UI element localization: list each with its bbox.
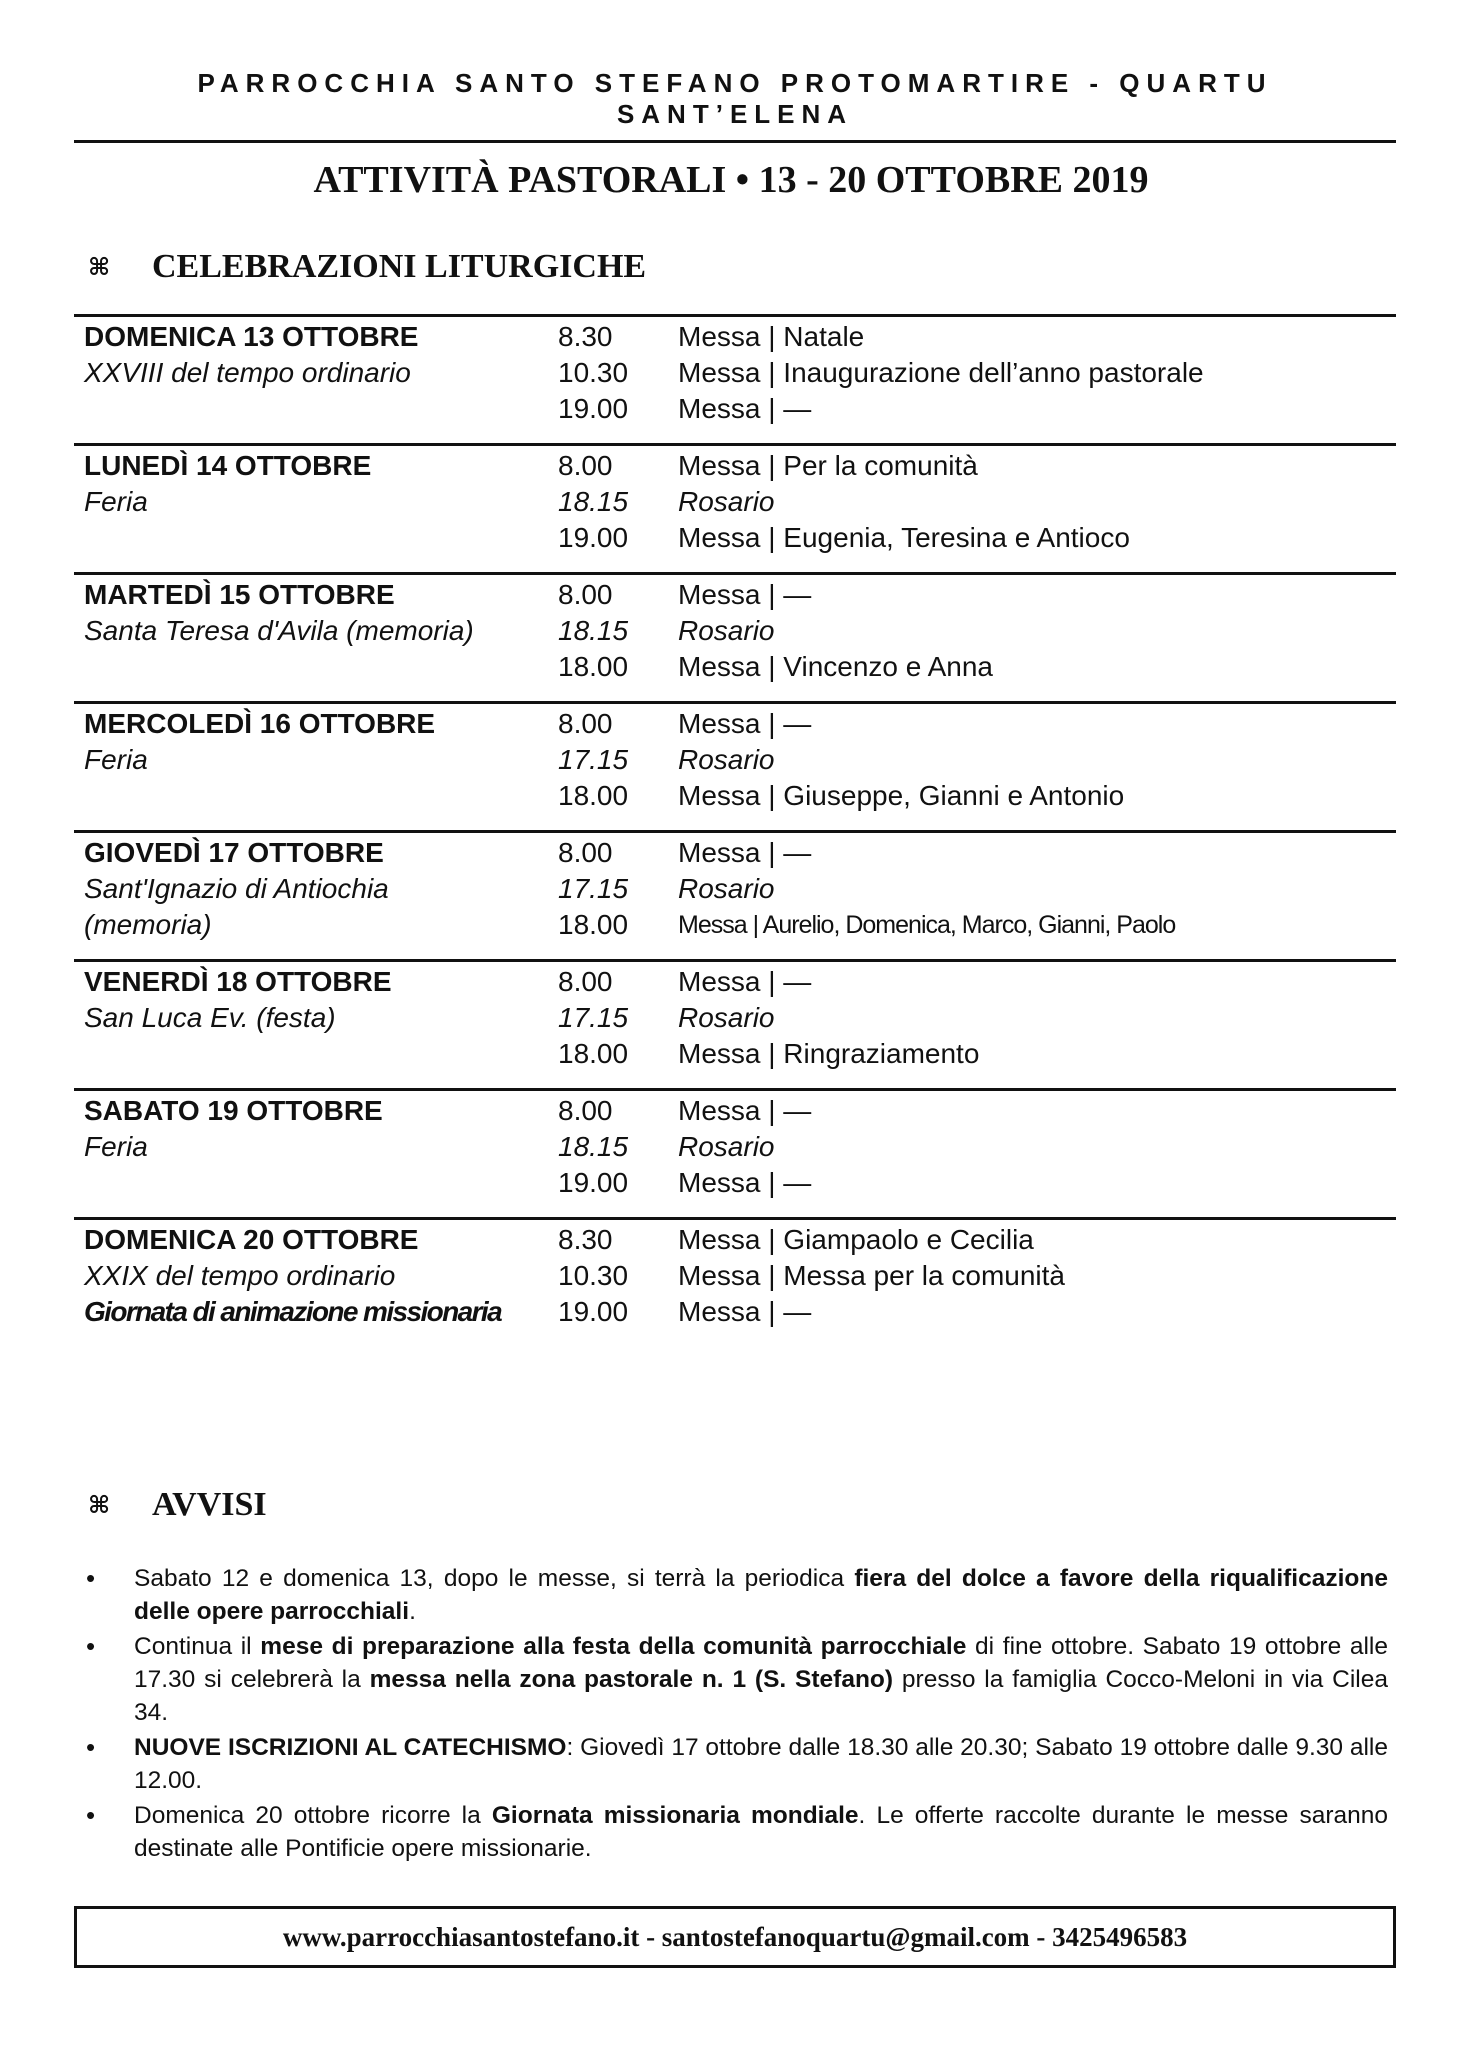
- schedule-row: [74, 1258, 1396, 1294]
- entry-description: Messa | —: [678, 393, 812, 424]
- day-name: VENERDÌ 18 OTTOBRE: [84, 966, 392, 997]
- day-block: [74, 1088, 1396, 1217]
- entry-description: Messa | Natale: [678, 321, 865, 352]
- day-block: [74, 830, 1396, 959]
- entry-description: Messa | Inaugurazione dell’anno pastorale: [678, 357, 1204, 388]
- schedule-row: [74, 742, 1396, 778]
- day-name: SABATO 19 OTTOBRE: [84, 1095, 383, 1126]
- entry-time: 18.00: [558, 1038, 629, 1069]
- schedule-row: [74, 706, 1396, 742]
- schedule-row: [74, 1000, 1396, 1036]
- day-rows: [74, 706, 1396, 814]
- schedule-row: [74, 778, 1396, 814]
- day-name: MARTEDÌ 15 OTTOBRE: [84, 579, 395, 610]
- liturgy-section-heading: [88, 248, 646, 286]
- day-block: [74, 959, 1396, 1088]
- entry-description: Rosario: [678, 1131, 775, 1162]
- entry-time: 19.00: [558, 1296, 629, 1327]
- notices-heading-label: AVVISI: [152, 1486, 267, 1523]
- parish-header: PARROCCHIA SANTO STEFANO PROTOMARTIRE - QUARTU SANT’ELENA: [74, 68, 1396, 143]
- entry-description: Messa | Aurelio, Domenica, Marco, Gianni, Paolo: [678, 910, 1176, 939]
- day-name: GIOVEDÌ 17 OTTOBRE: [84, 837, 384, 868]
- schedule-row: [74, 319, 1396, 355]
- schedule-row: [74, 1222, 1396, 1258]
- notices-section-heading: [88, 1486, 267, 1524]
- day-name: DOMENICA 20 OTTOBRE: [84, 1224, 419, 1255]
- schedule-row: [74, 835, 1396, 871]
- liturgy-heading-label: CELEBRAZIONI LITURGICHE: [152, 248, 647, 285]
- notice-text: Domenica 20 ottobre ricorre la: [134, 1802, 492, 1829]
- day-rows: [74, 835, 1396, 943]
- entry-description: Messa | Giuseppe, Gianni e Antonio: [678, 780, 1125, 811]
- day-rows: [74, 1222, 1396, 1330]
- entry-time: 17.15: [558, 744, 629, 775]
- day-block: [74, 572, 1396, 701]
- schedule-row: [74, 484, 1396, 520]
- day-block: [74, 1217, 1396, 1346]
- entry-time: 19.00: [558, 1167, 629, 1198]
- notice-item: [78, 1630, 1388, 1729]
- entry-description: Messa | —: [678, 1095, 812, 1126]
- notice-item: [78, 1799, 1388, 1865]
- notice-emphasis: NUOVE ISCRIZIONI AL CATECHISMO: [134, 1734, 567, 1761]
- schedule-row: [74, 871, 1396, 907]
- entry-time: 18.00: [558, 780, 629, 811]
- day-subtitle-2: (memoria): [84, 909, 212, 940]
- notice-text: Sabato 12 e domenica 13, dopo le messe, si terrà la periodica: [134, 1565, 855, 1592]
- entry-description: Rosario: [678, 615, 775, 646]
- entry-description: Messa | Ringraziamento: [678, 1038, 980, 1069]
- notices-list: [78, 1562, 1388, 1867]
- day-subtitle: XXVIII del tempo ordinario: [84, 357, 411, 388]
- bullet-icon: •: [86, 1563, 96, 1593]
- bullet-icon: •: [86, 1732, 96, 1762]
- schedule-row: [74, 577, 1396, 613]
- notice-text: . Le offerte raccolte durante le messe saranno destinate alle Pontificie opere missionarie.: [134, 1802, 1388, 1862]
- notice-emphasis: mese di preparazione alla festa della comunità parrocchiale: [260, 1633, 967, 1660]
- liturgy-schedule: [74, 314, 1396, 1346]
- schedule-row: [74, 520, 1396, 556]
- entry-time: 8.00: [558, 450, 613, 481]
- entry-time: 8.00: [558, 1095, 613, 1126]
- notice-item: [78, 1562, 1388, 1628]
- entry-time: 19.00: [558, 393, 629, 424]
- day-block: [74, 314, 1396, 443]
- day-subtitle: Sant'Ignazio di Antiochia: [84, 873, 389, 904]
- day-name: MERCOLEDÌ 16 OTTOBRE: [84, 708, 436, 739]
- day-subtitle: Feria: [84, 744, 148, 775]
- entry-time: 18.15: [558, 615, 629, 646]
- schedule-row: [74, 1093, 1396, 1129]
- day-subtitle: XXIX del tempo ordinario: [84, 1260, 396, 1291]
- section-marker-icon: ⌘: [88, 255, 111, 281]
- day-name: LUNEDÌ 14 OTTOBRE: [84, 450, 372, 481]
- entry-time: 8.30: [558, 1224, 613, 1255]
- entry-time: 10.30: [558, 1260, 629, 1291]
- entry-description: Rosario: [678, 486, 775, 517]
- entry-description: Messa | —: [678, 966, 812, 997]
- entry-time: 17.15: [558, 1002, 629, 1033]
- schedule-row: [74, 355, 1396, 391]
- entry-time: 18.00: [558, 909, 629, 940]
- notice-text: Continua il: [134, 1633, 261, 1660]
- contact-footer: [74, 1906, 1396, 1968]
- entry-time: 8.00: [558, 837, 613, 868]
- day-subtitle: San Luca Ev. (festa): [84, 1002, 336, 1033]
- section-marker-icon: ⌘: [88, 1493, 111, 1519]
- page-title: ATTIVITÀ PASTORALI • 13 - 20 OTTOBRE 2019: [313, 159, 1149, 201]
- entry-description: Messa | —: [678, 579, 812, 610]
- entry-description: Rosario: [678, 744, 775, 775]
- schedule-row: [74, 1036, 1396, 1072]
- entry-time: 8.00: [558, 966, 613, 997]
- entry-description: Messa | —: [678, 837, 812, 868]
- bullet-icon: •: [86, 1800, 96, 1830]
- entry-description: Messa | Vincenzo e Anna: [678, 651, 993, 682]
- notice-emphasis: Giornata missionaria mondiale: [491, 1802, 859, 1829]
- entry-description: Messa | —: [678, 1167, 812, 1198]
- schedule-row: [74, 448, 1396, 484]
- day-rows: [74, 577, 1396, 685]
- contact-line: www.parrocchiasantostefano.it - santostefanoquartu@gmail.com - 3425496583: [282, 1921, 1188, 1952]
- day-block: [74, 701, 1396, 830]
- entry-description: Messa | Eugenia, Teresina e Antioco: [678, 522, 1130, 553]
- schedule-row: [74, 649, 1396, 685]
- notice-emphasis: messa nella zona pastorale n. 1 (S. Stefano): [369, 1666, 894, 1693]
- schedule-row: [74, 1294, 1396, 1330]
- entry-time: 19.00: [558, 522, 629, 553]
- entry-description: Messa | —: [678, 1296, 812, 1327]
- day-rows: [74, 448, 1396, 556]
- day-subtitle: Feria: [84, 486, 148, 517]
- notice-text: .: [409, 1598, 416, 1625]
- entry-description: Messa | Giampaolo e Cecilia: [678, 1224, 1034, 1255]
- notice-emphasis: fiera del dolce a favore della riqualificazione delle opere parrocchiali: [134, 1565, 1388, 1625]
- entry-time: 18.00: [558, 651, 629, 682]
- entry-time: 17.15: [558, 873, 629, 904]
- day-block: [74, 443, 1396, 572]
- day-rows: [74, 1093, 1396, 1201]
- entry-time: 8.00: [558, 579, 613, 610]
- day-rows: [74, 319, 1396, 427]
- day-rows: [74, 964, 1396, 1072]
- schedule-row: [74, 613, 1396, 649]
- notice-text: presso la famiglia Cocco-Meloni in via Cilea 34.: [134, 1666, 1388, 1726]
- notice-item: [78, 1731, 1388, 1797]
- schedule-row: [74, 1129, 1396, 1165]
- schedule-row: [74, 964, 1396, 1000]
- notice-text: : Giovedì 17 ottobre dalle 18.30 alle 20.30; Sabato 19 ottobre dalle 9.30 alle 12.00.: [134, 1734, 1388, 1794]
- entry-description: Rosario: [678, 873, 775, 904]
- day-subtitle: Feria: [84, 1131, 148, 1162]
- entry-time: 8.00: [558, 708, 613, 739]
- entry-time: 18.15: [558, 1131, 629, 1162]
- day-subtitle: Santa Teresa d'Avila (memoria): [84, 615, 474, 646]
- entry-time: 8.30: [558, 321, 613, 352]
- notice-text: di fine ottobre. Sabato 19 ottobre alle 17.30 si celebrerà la: [134, 1633, 1388, 1693]
- day-name: DOMENICA 13 OTTOBRE: [84, 321, 419, 352]
- bullet-icon: •: [86, 1631, 96, 1661]
- entry-description: Messa | Messa per la comunità: [678, 1260, 1065, 1291]
- schedule-row: [74, 1165, 1396, 1201]
- entry-time: 18.15: [558, 486, 629, 517]
- entry-description: Messa | —: [678, 708, 812, 739]
- entry-description: Rosario: [678, 1002, 775, 1033]
- entry-time: 10.30: [558, 357, 629, 388]
- day-subtitle-2: Giornata di animazione missionaria: [84, 1296, 502, 1327]
- schedule-row: [74, 391, 1396, 427]
- schedule-row: [74, 907, 1396, 943]
- entry-description: Messa | Per la comunità: [678, 450, 978, 481]
